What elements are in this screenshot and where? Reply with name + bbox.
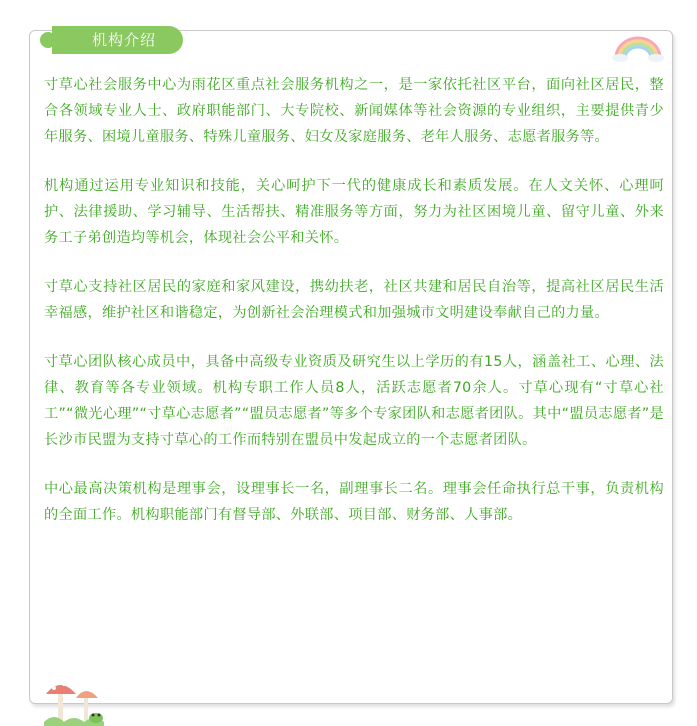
paragraph-governance: 中心最高决策机构是理事会，设理事长一名，副理事长二名。理事会任命执行总干事，负责机构的全面工作。机构职能部门有督导部、外联部、项目部、财务部、人事部。 [44, 481, 664, 523]
paragraph-care: 机构通过运用专业知识和技能，关心呵护下一代的健康成长和素质发展。在人文关怀、心理呵护、法律援助、学习辅导、生活帮扶、精准服务等方面，努力为社区困境儿童、留守儿童、外来务工子弟创造均等机会，体现社会公平和关怀。 [44, 178, 664, 246]
section-title: 机构介绍 [52, 26, 183, 54]
paragraph-team: 寸草心团队核心成员中，具备中高级专业资质及研究生以上学历的有15人，涵盖社工、心理、法律、教育等各专业领域。机构专职工作人员8人，活跃志愿者70余人。寸草心现有“寸草心社工”“微光心理”“寸草心志愿者”“盟员志愿者”等多个专家团队和志愿者团队。其中“盟员志愿者”是长沙市民盟为支持寸草心的工作而特别在盟员中发起成立的一个志愿者团队。 [44, 354, 664, 448]
intro-content [44, 72, 664, 551]
paragraph-overview: 寸草心社会服务中心为雨花区重点社会服务机构之一，是一家依托社区平台，面向社区居民，整合各领域专业人士、政府职能部门、大专院校、新闻媒体等社会资源的专业组织，主要提供青少年服务、困境儿童服务、特殊儿童服务、妇女及家庭服务、老年人服务、志愿者服务等。 [44, 77, 664, 145]
rainbow-icon [610, 28, 666, 64]
mushroom-decoration-icon [44, 672, 124, 726]
paragraph-community: 寸草心支持社区居民的家庭和家风建设，携幼扶老，社区共建和居民自治等，提高社区居民生活幸福感，维护社区和谐稳定，为创新社会治理模式和加强城市文明建设奉献自己的力量。 [44, 279, 664, 321]
